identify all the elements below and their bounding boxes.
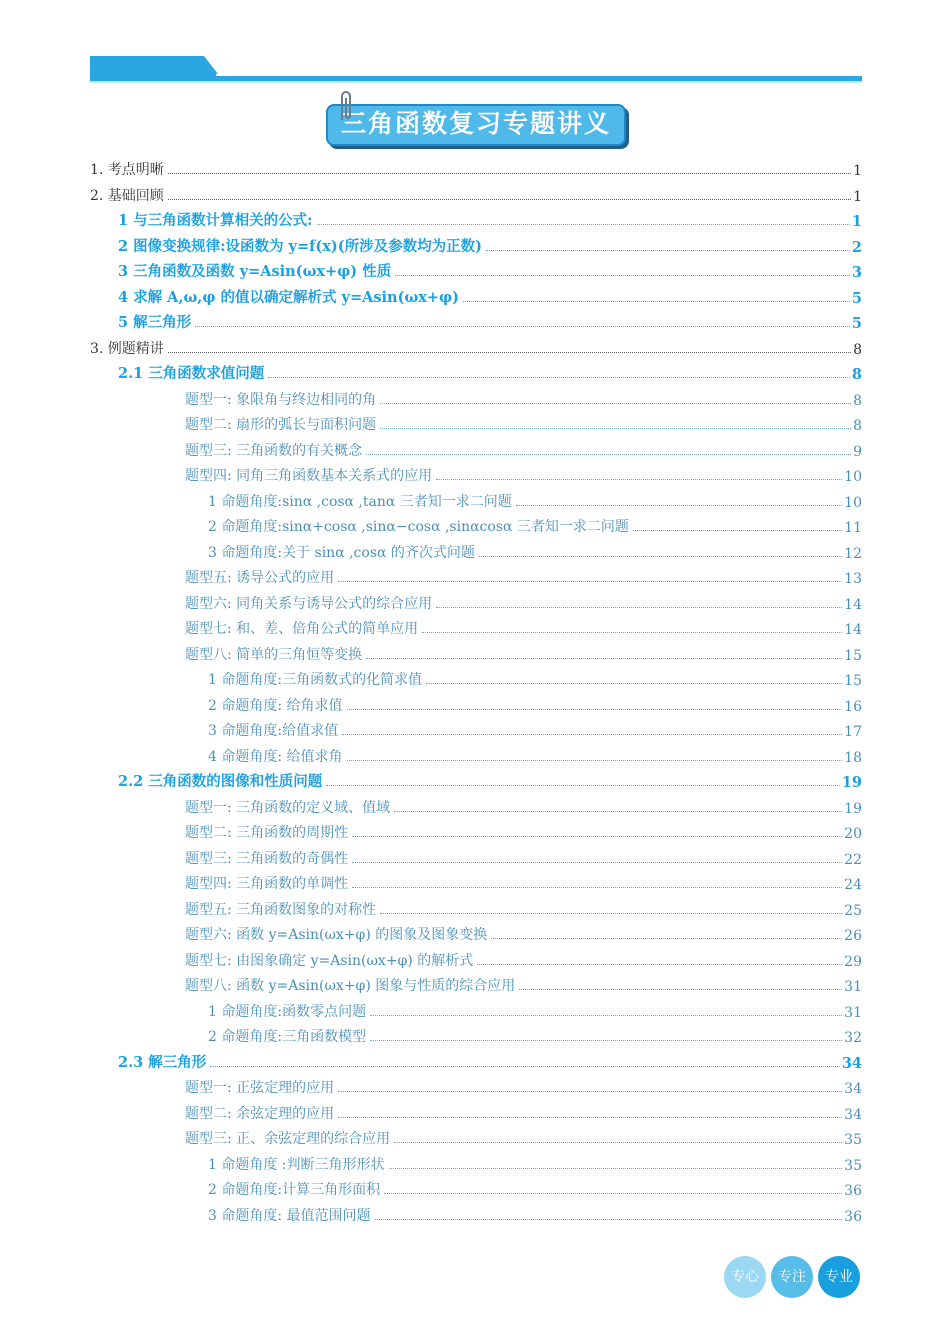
toc-entry-page: 8 bbox=[853, 418, 862, 434]
toc-entry-page: 31 bbox=[844, 979, 862, 995]
toc-entry-page: 14 bbox=[844, 622, 862, 638]
toc-entry[interactable] bbox=[208, 514, 862, 536]
toc-entry-label: 5 解三角形 bbox=[118, 314, 192, 331]
toc-dot-leader bbox=[326, 785, 840, 786]
toc-dot-leader bbox=[422, 632, 842, 633]
toc-dot-leader bbox=[479, 556, 842, 557]
toc-entry[interactable] bbox=[118, 208, 862, 230]
toc-dot-leader bbox=[168, 352, 851, 353]
toc-entry-page: 34 bbox=[844, 1081, 862, 1097]
toc-entry[interactable] bbox=[208, 744, 862, 766]
toc-dot-leader bbox=[426, 683, 842, 684]
toc-entry[interactable] bbox=[208, 999, 862, 1021]
toc-entry-page: 24 bbox=[844, 877, 862, 893]
toc-entry[interactable] bbox=[185, 846, 862, 868]
toc-entry-label: 2. 基础回顾 bbox=[90, 187, 164, 204]
toc-entry[interactable] bbox=[118, 769, 862, 791]
toc-entry-page: 22 bbox=[844, 851, 862, 868]
toc-entry-label: 题型一: 象限角与终边相同的角 bbox=[185, 391, 377, 408]
page-title: 三角函数复习专题讲义 bbox=[340, 109, 611, 138]
toc-entry-label: 2 图像变换规律:设函数为 y=f(x)(所涉及参数均为正数) bbox=[118, 237, 482, 255]
toc-entry-page: 31 bbox=[844, 1004, 862, 1021]
toc-dot-leader bbox=[375, 1219, 843, 1220]
toc-entry-label: 题型八: 函数 y=Asin(ωx+φ) 图象与性质的综合应用 bbox=[185, 978, 516, 994]
toc-entry-label: 1 命题角度 :判断三角形形状 bbox=[208, 1156, 385, 1173]
toc-entry-label: 题型六: 函数 y=Asin(ωx+φ) 的图象及图象变换 bbox=[185, 927, 488, 943]
toc-entry-page: 10 bbox=[844, 469, 862, 485]
toc-entry-label: 2.3 解三角形 bbox=[118, 1053, 207, 1071]
toc-dot-leader bbox=[380, 428, 851, 429]
toc-entry-label: 题型三: 三角函数的有关概念 bbox=[185, 442, 363, 459]
toc-entry-label: 题型三: 正、余弦定理的综合应用 bbox=[185, 1131, 391, 1147]
toc-entry[interactable] bbox=[185, 922, 862, 944]
toc-entry[interactable] bbox=[208, 540, 862, 562]
toc-entry-page: 14 bbox=[844, 596, 862, 613]
toc-dot-leader bbox=[516, 505, 842, 506]
toc-entry-label: 1. 考点明晰 bbox=[90, 162, 164, 178]
toc-entry-label: 题型五: 三角函数图象的对称性 bbox=[185, 901, 377, 918]
toc-entry-page: 19 bbox=[841, 774, 862, 791]
toc-entry-label: 3 命题角度:关于 sinα ,cosα 的齐次式问题 bbox=[208, 544, 475, 561]
paperclip-icon bbox=[336, 88, 356, 124]
toc-dot-leader bbox=[519, 989, 842, 990]
toc-entry-page: 34 bbox=[841, 1054, 862, 1072]
toc-dot-leader bbox=[347, 760, 843, 761]
toc-dot-leader bbox=[486, 250, 850, 251]
toc-entry-page: 16 bbox=[844, 698, 862, 715]
toc-entry-label: 题型三: 三角函数的奇偶性 bbox=[185, 850, 349, 867]
toc-entry-label: 2 命题角度: 给角求值 bbox=[208, 697, 343, 714]
toc-entry-page: 17 bbox=[844, 724, 862, 740]
toc-dot-leader bbox=[633, 530, 842, 531]
toc-entry[interactable] bbox=[185, 1101, 862, 1123]
toc-entry[interactable] bbox=[118, 285, 862, 307]
title-banner bbox=[320, 88, 632, 148]
toc-entry-page: 5 bbox=[851, 289, 862, 307]
toc-entry[interactable] bbox=[185, 1075, 862, 1097]
toc-entry-page: 5 bbox=[851, 315, 862, 332]
toc-dot-leader bbox=[389, 1168, 843, 1169]
toc-dot-leader bbox=[380, 913, 842, 914]
toc-dot-leader bbox=[384, 1193, 842, 1194]
toc-entry[interactable] bbox=[185, 387, 862, 409]
toc-entry-label: 1 命题角度:三角函数式的化简求值 bbox=[208, 672, 423, 688]
toc-entry-page: 29 bbox=[844, 953, 862, 970]
toc-entry[interactable] bbox=[208, 1203, 862, 1225]
toc-entry-page: 15 bbox=[844, 673, 862, 689]
toc-entry[interactable] bbox=[90, 157, 862, 179]
toc-entry-label: 4 命题角度: 给值求角 bbox=[208, 748, 343, 765]
toc-entry-label: 2 命题角度:计算三角形面积 bbox=[208, 1182, 381, 1198]
toc-entry-page: 20 bbox=[844, 826, 862, 842]
toc-entry-label: 3 三角函数及函数 y=Asin(ωx+φ) 性质 bbox=[118, 263, 392, 280]
toc-entry-page: 8 bbox=[853, 392, 862, 409]
toc-entry-label: 2 命题角度:sinα+cosα ,sinα−cosα ,sinαcosα 三者知一求二问题 bbox=[208, 519, 629, 535]
toc-entry-page: 12 bbox=[844, 545, 862, 562]
toc-entry-page: 8 bbox=[851, 366, 862, 383]
toc-dot-leader bbox=[380, 403, 851, 404]
toc-entry[interactable] bbox=[185, 1126, 862, 1148]
toc-entry-label: 3 命题角度: 最值范围问题 bbox=[208, 1207, 371, 1224]
toc-entry-label: 3 命题角度:给值求值 bbox=[208, 723, 339, 739]
toc-entry[interactable] bbox=[185, 616, 862, 638]
toc-dot-leader bbox=[338, 1091, 842, 1092]
toc-entry[interactable] bbox=[185, 412, 862, 434]
toc-entry-page: 26 bbox=[844, 928, 862, 944]
toc-entry[interactable] bbox=[185, 463, 862, 485]
toc-entry[interactable] bbox=[208, 1024, 862, 1046]
toc-entry[interactable] bbox=[185, 897, 862, 919]
toc-entry-page: 35 bbox=[844, 1132, 862, 1148]
toc-entry-page: 1 bbox=[851, 213, 862, 230]
toc-dot-leader bbox=[338, 1117, 842, 1118]
toc-entry-page: 25 bbox=[844, 902, 862, 919]
toc-entry[interactable] bbox=[185, 948, 862, 970]
toc-entry-page: 15 bbox=[844, 647, 862, 664]
toc-dot-leader bbox=[463, 301, 850, 302]
toc-entry[interactable] bbox=[185, 591, 862, 613]
toc-entry[interactable] bbox=[208, 718, 862, 740]
toc-entry[interactable] bbox=[118, 259, 862, 281]
toc-entry-page: 10 bbox=[844, 494, 862, 511]
toc-dot-leader bbox=[268, 377, 850, 378]
toc-dot-leader bbox=[366, 454, 851, 455]
toc-dot-leader bbox=[317, 224, 850, 225]
toc-dot-leader bbox=[168, 199, 851, 200]
toc-entry-label: 题型七: 和、差、倍角公式的简单应用 bbox=[185, 621, 419, 637]
toc-entry[interactable] bbox=[208, 1152, 862, 1174]
toc-entry-page: 36 bbox=[844, 1183, 862, 1199]
toc-entry[interactable] bbox=[185, 642, 862, 664]
toc-entry-label: 题型七: 由图象确定 y=Asin(ωx+φ) 的解析式 bbox=[185, 952, 474, 969]
toc-entry[interactable] bbox=[185, 820, 862, 842]
toc-dot-leader bbox=[366, 658, 842, 659]
toc-entry[interactable] bbox=[90, 183, 862, 205]
toc-entry-label: 题型二: 余弦定理的应用 bbox=[185, 1105, 335, 1122]
toc-entry-label: 题型八: 简单的三角恒等变换 bbox=[185, 646, 363, 663]
toc-entry-label: 题型一: 三角函数的定义域、值域 bbox=[185, 799, 391, 816]
toc-entry[interactable] bbox=[118, 310, 862, 332]
toc-entry-page: 13 bbox=[844, 571, 862, 587]
toc-dot-leader bbox=[436, 607, 842, 608]
toc-entry[interactable] bbox=[208, 693, 862, 715]
toc-entry-label: 1 命题角度:sinα ,cosα ,tanα 三者知一求二问题 bbox=[208, 493, 512, 510]
toc-dot-leader bbox=[342, 734, 842, 735]
toc-entry-page: 1 bbox=[853, 163, 862, 179]
toc-entry-page: 19 bbox=[844, 800, 862, 817]
toc-entry-label: 2.1 三角函数求值问题 bbox=[118, 365, 265, 382]
toc-entry-label: 题型二: 扇形的弧长与面积问题 bbox=[185, 417, 377, 433]
toc-dot-leader bbox=[370, 1040, 842, 1041]
toc-entry-page: 32 bbox=[844, 1030, 862, 1046]
toc-entry[interactable] bbox=[185, 565, 862, 587]
toc-dot-leader bbox=[394, 1142, 842, 1143]
toc-entry-label: 3. 例题精讲 bbox=[90, 340, 164, 357]
toc-entry-page: 34 bbox=[844, 1106, 862, 1123]
badge-professional: 专业 bbox=[818, 1256, 860, 1298]
header-decorative-bar bbox=[90, 52, 862, 84]
toc-entry[interactable] bbox=[90, 336, 862, 358]
toc-entry[interactable] bbox=[185, 973, 862, 995]
toc-entry[interactable] bbox=[185, 438, 862, 460]
toc-entry-label: 题型四: 三角函数的单调性 bbox=[185, 876, 349, 892]
toc-entry[interactable] bbox=[118, 1050, 862, 1072]
toc-entry-label: 4 求解 A,ω,φ 的值以确定解析式 y=Asin(ωx+φ) bbox=[118, 288, 460, 306]
toc-entry[interactable] bbox=[208, 667, 862, 689]
footer-badges bbox=[724, 1256, 864, 1300]
toc-dot-leader bbox=[347, 709, 843, 710]
toc-entry-page: 9 bbox=[853, 443, 862, 460]
toc-entry-page: 2 bbox=[851, 238, 862, 256]
toc-entry-page: 11 bbox=[844, 520, 862, 536]
toc-entry-label: 题型六: 同角关系与诱导公式的综合应用 bbox=[185, 595, 433, 612]
badge-focus: 专心 bbox=[724, 1256, 766, 1298]
toc-dot-leader bbox=[168, 173, 851, 174]
toc-entry-page: 1 bbox=[853, 188, 862, 205]
toc-entry-page: 18 bbox=[844, 749, 862, 766]
toc-dot-leader bbox=[195, 326, 850, 327]
toc-entry-label: 题型一: 正弦定理的应用 bbox=[185, 1080, 335, 1096]
toc-entry-label: 2 命题角度:三角函数模型 bbox=[208, 1029, 367, 1045]
toc-entry-page: 35 bbox=[844, 1157, 862, 1174]
toc-entry-label: 题型二: 三角函数的周期性 bbox=[185, 825, 349, 841]
toc-entry[interactable] bbox=[118, 361, 862, 383]
toc-dot-leader bbox=[352, 887, 842, 888]
toc-dot-leader bbox=[210, 1066, 840, 1067]
toc-entry-label: 题型五: 诱导公式的应用 bbox=[185, 570, 335, 586]
toc-entry-page: 3 bbox=[851, 264, 862, 281]
toc-entry[interactable] bbox=[208, 1177, 862, 1199]
toc-entry-label: 1 命题角度:函数零点问题 bbox=[208, 1003, 367, 1020]
toc-dot-leader bbox=[352, 836, 842, 837]
toc-dot-leader bbox=[352, 862, 842, 863]
toc-entry[interactable] bbox=[185, 871, 862, 893]
toc-entry[interactable] bbox=[208, 489, 862, 511]
toc-entry-page: 8 bbox=[853, 341, 862, 358]
toc-entry-label: 2.2 三角函数的图像和性质问题 bbox=[118, 773, 323, 790]
toc-dot-leader bbox=[477, 964, 842, 965]
toc-entry[interactable] bbox=[185, 795, 862, 817]
badge-dedication: 专注 bbox=[771, 1256, 813, 1298]
toc-dot-leader bbox=[436, 479, 842, 480]
toc-entry[interactable] bbox=[118, 234, 862, 256]
toc-dot-leader bbox=[395, 275, 850, 276]
toc-dot-leader bbox=[338, 581, 842, 582]
toc-dot-leader bbox=[491, 938, 842, 939]
toc-entry-page: 36 bbox=[844, 1208, 862, 1225]
toc-entry-label: 题型四: 同角三角函数基本关系式的应用 bbox=[185, 468, 433, 484]
toc-entry-label: 1 与三角函数计算相关的公式: bbox=[118, 212, 313, 229]
toc-dot-leader bbox=[394, 811, 842, 812]
toc-dot-leader bbox=[370, 1015, 842, 1016]
